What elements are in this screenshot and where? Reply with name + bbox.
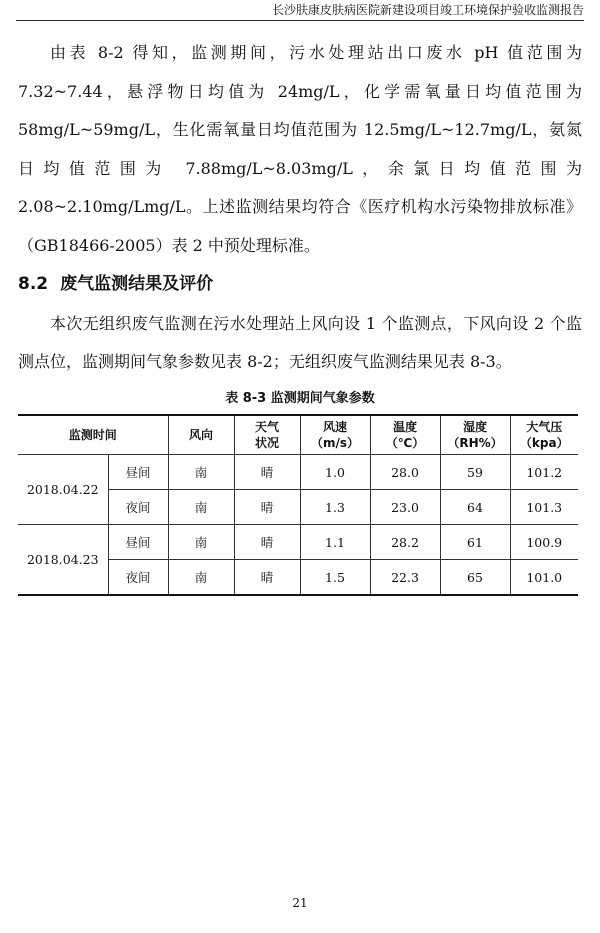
- cell-humidity: 65: [440, 560, 510, 596]
- cell-temperature: 22.3: [370, 560, 440, 596]
- cell-weather: 晴: [234, 490, 300, 525]
- cell-weather: 晴: [234, 560, 300, 596]
- col-header-weather: 天气 状况: [234, 415, 300, 455]
- cell-direction: 南: [168, 490, 234, 525]
- cell-pressure: 101.0: [510, 560, 578, 596]
- cell-direction: 南: [168, 455, 234, 490]
- cell-weather: 晴: [234, 455, 300, 490]
- page-number: 21: [292, 896, 308, 910]
- header-title: 长沙肤康皮肤病医院新建设项目竣工环境保护验收监测报告: [271, 3, 584, 17]
- table-row: [18, 455, 578, 490]
- col-header-time: 监测时间: [18, 415, 168, 455]
- cell-speed: 1.3: [300, 490, 370, 525]
- cell-period: 昼间: [108, 455, 168, 490]
- cell-period: 昼间: [108, 525, 168, 560]
- cell-direction: 南: [168, 560, 234, 596]
- cell-humidity: 61: [440, 525, 510, 560]
- col-header-pressure: 大气压 （kpa）: [510, 415, 578, 455]
- table-row: [18, 525, 578, 560]
- page-header: [16, 0, 584, 21]
- col-header-humidity: 湿度 （RH%）: [440, 415, 510, 455]
- weather-parameters-table: [18, 414, 578, 596]
- table-caption: 表 8-3 监测期间气象参数: [225, 391, 375, 406]
- cell-temperature: 28.0: [370, 455, 440, 490]
- cell-speed: 1.0: [300, 455, 370, 490]
- cell-period: 夜间: [108, 490, 168, 525]
- cell-pressure: 101.2: [510, 455, 578, 490]
- cell-pressure: 101.3: [510, 490, 578, 525]
- col-header-speed: 风速 （m/s）: [300, 415, 370, 455]
- col-header-temperature: 温度 （℃）: [370, 415, 440, 455]
- cell-temperature: 28.2: [370, 525, 440, 560]
- cell-speed: 1.5: [300, 560, 370, 596]
- cell-speed: 1.1: [300, 525, 370, 560]
- paragraph-water-results: 由表 8-2 得知，监测期间，污水处理站出口废水 pH 值范围为 7.32~7.44，悬浮物日均值为 24mg/L，化学需氧量日均值范围为 58mg/L~59mg/L，生化需氧量日均值范围为 12.5mg/L~12.7mg/L，氨氮日均值范围为 7.88mg/L~8.03mg/L，余氯日均值范围为 2.08~2.10mg/Lmg/L。上述监测结果均符合《医疗机构水污染物排放标准》（GB18466-2005）表 2 中预处理标准。: [18, 43, 582, 255]
- cell-pressure: 100.9: [510, 525, 578, 560]
- cell-humidity: 59: [440, 455, 510, 490]
- section-number: 8.2: [18, 274, 49, 294]
- section-title: 废气监测结果及评价: [60, 274, 214, 294]
- paragraph-gas-intro: 本次无组织废气监测在污水处理站上风向设 1 个监测点，下风向设 2 个监测点位，监测期间气象参数见表 8-2；无组织废气监测结果见表 8-3。: [18, 314, 582, 371]
- section-heading: [18, 267, 582, 301]
- cell-direction: 南: [168, 525, 234, 560]
- cell-date: 2018.04.23: [18, 525, 108, 596]
- cell-temperature: 23.0: [370, 490, 440, 525]
- cell-period: 夜间: [108, 560, 168, 596]
- page-content: [18, 34, 582, 596]
- table-header-row: [18, 415, 578, 455]
- col-header-direction: 风向: [168, 415, 234, 455]
- cell-weather: 晴: [234, 525, 300, 560]
- cell-humidity: 64: [440, 490, 510, 525]
- cell-date: 2018.04.22: [18, 455, 108, 525]
